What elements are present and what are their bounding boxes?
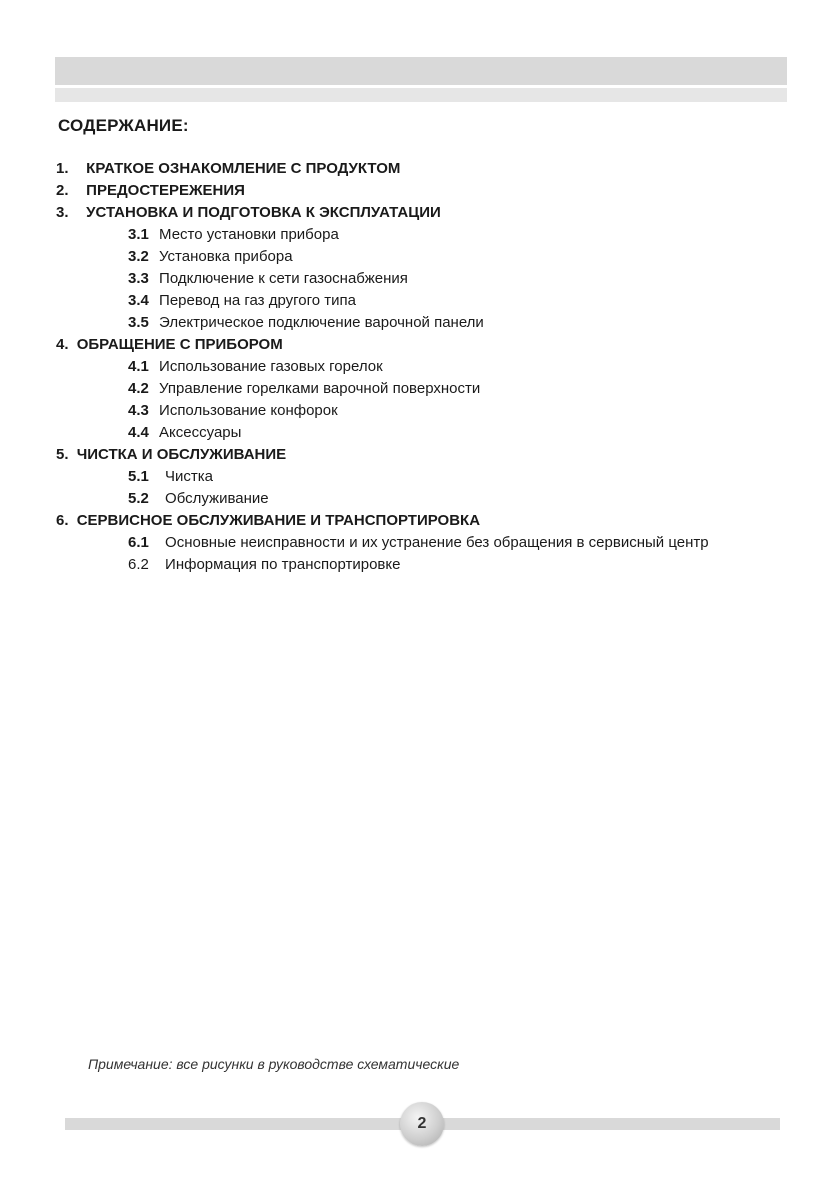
toc-subsection-number: 4.4 bbox=[128, 424, 149, 441]
toc-section-label: ОБРАЩЕНИЕ С ПРИБОРОМ bbox=[76, 336, 283, 353]
page-number-badge: 2 bbox=[400, 1102, 444, 1146]
toc-subsection-label: Аксессуары bbox=[159, 424, 242, 441]
toc-subsection-number: 5.2 bbox=[128, 490, 149, 507]
toc-subsection-3-3[interactable] bbox=[56, 268, 796, 290]
toc-subsection-6-1[interactable] bbox=[56, 532, 796, 554]
toc-section-5[interactable] bbox=[56, 444, 796, 466]
toc-subsection-3-5[interactable] bbox=[56, 312, 796, 334]
toc-section-4[interactable] bbox=[56, 334, 796, 356]
header-bar-underline bbox=[55, 88, 787, 102]
toc-subsection-label: Информация по транспортировке bbox=[165, 556, 401, 573]
toc-section-number: 4. bbox=[56, 336, 69, 353]
toc-subsection-number: 5.1 bbox=[128, 468, 149, 485]
toc-section-label: КРАТКОЕ ОЗНАКОМЛЕНИЕ С ПРОДУКТОМ bbox=[86, 160, 401, 177]
toc-subsection-3-1[interactable] bbox=[56, 224, 796, 246]
toc-subsection-6-2[interactable] bbox=[56, 554, 796, 576]
toc-subsection-4-4[interactable] bbox=[56, 422, 796, 444]
toc-section-number: 2. bbox=[56, 182, 69, 199]
toc-subsection-3-4[interactable] bbox=[56, 290, 796, 312]
toc-subsection-number: 4.1 bbox=[128, 358, 149, 375]
toc-subsection-number: 3.4 bbox=[128, 292, 149, 309]
toc-section-label: СЕРВИСНОЕ ОБСЛУЖИВАНИЕ И ТРАНСПОРТИРОВКА bbox=[76, 512, 481, 529]
toc-subsection-number: 3.2 bbox=[128, 248, 149, 265]
toc-section-1[interactable] bbox=[56, 158, 796, 180]
toc-subsection-number: 3.1 bbox=[128, 226, 149, 243]
toc-subsection-3-2[interactable] bbox=[56, 246, 796, 268]
toc-subsection-4-3[interactable] bbox=[56, 400, 796, 422]
toc-subsection-4-1[interactable] bbox=[56, 356, 796, 378]
toc-subsection-label: Основные неисправности и их устранение без обращения в сервисный центр bbox=[165, 534, 709, 551]
toc-title: СОДЕРЖАНИЕ: bbox=[58, 116, 189, 135]
toc-subsection-label: Подключение к сети газоснабжения bbox=[159, 270, 408, 287]
toc-section-label: ЧИСТКА И ОБСЛУЖИВАНИЕ bbox=[76, 446, 287, 463]
table-of-contents bbox=[56, 158, 796, 576]
toc-subsection-number: 4.3 bbox=[128, 402, 149, 419]
toc-subsection-5-1[interactable] bbox=[56, 466, 796, 488]
toc-section-label: УСТАНОВКА И ПОДГОТОВКА К ЭКСПЛУАТАЦИИ bbox=[86, 204, 441, 221]
toc-subsection-4-2[interactable] bbox=[56, 378, 796, 400]
toc-subsection-label: Чистка bbox=[165, 468, 214, 485]
toc-subsection-label: Обслуживание bbox=[165, 490, 269, 507]
toc-subsection-number: 4.2 bbox=[128, 380, 149, 397]
toc-subsection-label: Электрическое подключение варочной панели bbox=[159, 314, 484, 331]
toc-subsection-5-2[interactable] bbox=[56, 488, 796, 510]
toc-section-number: 6. bbox=[56, 512, 69, 529]
toc-subsection-number: 3.3 bbox=[128, 270, 149, 287]
toc-subsection-label: Использование газовых горелок bbox=[159, 358, 383, 375]
toc-subsection-number: 3.5 bbox=[128, 314, 149, 331]
header-bar bbox=[55, 57, 787, 85]
toc-subsection-label: Место установки прибора bbox=[159, 226, 339, 243]
toc-section-number: 1. bbox=[56, 160, 69, 177]
toc-section-2[interactable] bbox=[56, 180, 796, 202]
toc-subsection-number: 6.2 bbox=[128, 556, 149, 573]
toc-subsection-number: 6.1 bbox=[128, 534, 149, 551]
illustration-note: Примечание: все рисунки в руководстве схематические bbox=[88, 1056, 460, 1072]
toc-section-6[interactable] bbox=[56, 510, 796, 532]
toc-section-label: ПРЕДОСТЕРЕЖЕНИЯ bbox=[86, 182, 245, 199]
toc-subsection-label: Управление горелками варочной поверхности bbox=[159, 380, 481, 397]
toc-subsection-label: Перевод на газ другого типа bbox=[159, 292, 357, 309]
toc-section-number: 3. bbox=[56, 204, 69, 221]
toc-subsection-label: Использование конфорок bbox=[159, 402, 338, 419]
toc-section-number: 5. bbox=[56, 446, 69, 463]
toc-subsection-label: Установка прибора bbox=[159, 248, 293, 265]
toc-section-3[interactable] bbox=[56, 202, 796, 224]
